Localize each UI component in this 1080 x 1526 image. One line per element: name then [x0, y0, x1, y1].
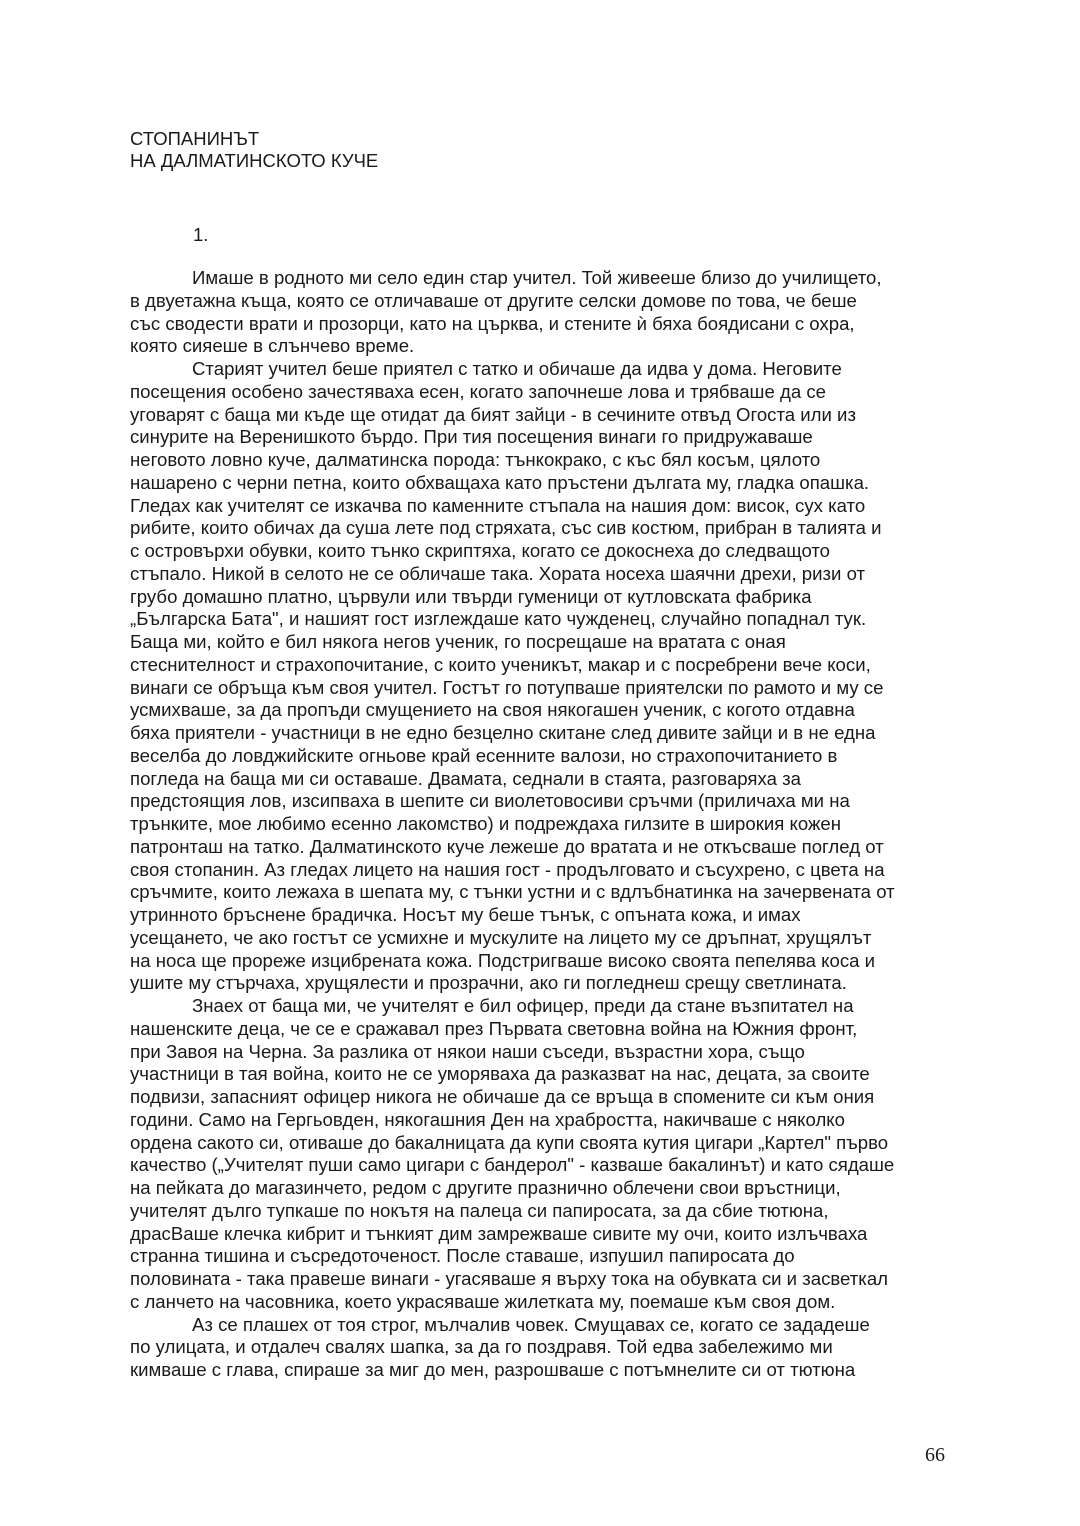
text-line: стеснителност и страхопочитание, с които ученикът, макар и с посребрени вече коси,	[130, 653, 871, 675]
text-line: трънките, мое любимо есенно лакомство) и подреждаха гилзите в широкия кожен	[130, 813, 842, 834]
text-line: патронташ на татко. Далматинското куче лежеше до вратата и не откъсваше поглед от	[130, 835, 884, 857]
text-line: синурите на Веренишкото бърдо. При тия посещения винаги го придружаваше	[130, 426, 813, 448]
text-line: грубо домашно платно, цървули или твърди гуменици от кутловската фабрика	[130, 585, 812, 607]
text-line: с ланчето на часовника, което украсяваше жилетката му, поемаше към своя дом.	[130, 1290, 836, 1312]
text-line: половината - така правеше винаги - угасяваше я върху тока на обувката си и засветкал	[130, 1268, 889, 1289]
text-line: качество („Учителят пуши само цигари с бандерол" - казваше бакалинът) и като сядаше	[130, 1154, 895, 1176]
text-line: утринното бръснене брадичка. Носът му беше тънък, с опъната кожа, и имах	[130, 904, 801, 925]
text-line: Имаше в родното ми село един стар учител. Той живееше близо до училището,	[192, 267, 882, 288]
text-line: на пейката до магазинчето, редом с другите празнично облечени свои връстници,	[130, 1177, 841, 1198]
text-line: винаги се обръща към своя учител. Гостът го потупваше приятелски по рамото и му се	[130, 676, 884, 698]
section-number: 1.	[193, 224, 209, 245]
text-line: по улицата, и отдалеч свалях шапка, за да го поздравя. Той едва забележимо ми	[130, 1336, 833, 1358]
text-line: с островърхи обувки, които тънко скриптяха, когато се докоснеха до следващото	[130, 540, 831, 561]
text-line: своя стопанин. Аз гледах лицето на нашия гост - продълговато и съсухрено, с цвета на	[130, 858, 885, 880]
text-line: странна тишина и съсредоточеност. После ставаше, изпушил папиросата до	[130, 1245, 795, 1267]
text-line: нашенските деца, че се е сражавал през Първата световна война на Южния фронт,	[130, 1017, 858, 1039]
text-line: подвизи, запасният офицер никога не обичаше да се връща в спомените си към ония	[130, 1086, 875, 1107]
text-line: веселба до ловджийските огньове край есенните валози, но страхопочитанието в	[130, 744, 838, 766]
text-line: учителят дълго тупкаше по нокътя на палеца си папиросата, за да сбие тютюна,	[130, 1199, 829, 1221]
text-line: бяха приятели - участници в не едно безцелно скитане след дивите зайци и в не една	[130, 722, 876, 743]
text-line: Старият учител беше приятел с татко и обичаше да идва у дома. Неговите	[192, 358, 842, 379]
body-text	[130, 267, 950, 1382]
text-line: усещането, че ако гостът се усмихне и мускулите на лицето му се дръпнат, хрущялът	[130, 926, 872, 948]
text-line: кимваше с глава, спираше за миг до мен, разрошваше с потъмнелите си от тютюна	[130, 1359, 856, 1380]
text-line: посещения особено зачестяваха есен, когато започнеше лова и трябваше да се	[130, 380, 826, 402]
text-line: стъпало. Никой в селото не се обличаше така. Хората носеха шаячни дрехи, ризи от	[130, 562, 866, 584]
text-line: ушите му стърчаха, хрущялести и прозрачни, ако ги погледнеш срещу светлината.	[130, 972, 847, 994]
chapter-title	[130, 128, 378, 172]
text-line: уговарят с баща ми къде ще отидат да бият зайци - в сечините отвъд Огоста или из	[130, 403, 856, 425]
text-line: нашарено с черни петна, които обхващаха като пръстени дългата му, гладка опашка.	[130, 471, 870, 493]
text-line: рибите, които обичах да суша лете под стряхата, със сив костюм, прибран в талията и	[130, 517, 882, 539]
chapter-title-line-1: СТОПАНИНЪТ	[130, 128, 260, 149]
text-line: Гледах как учителят се изкачва по каменните стъпала на нашия дом: висок, сух като	[130, 494, 866, 516]
page-number: 66	[925, 1444, 945, 1466]
text-line: неговото ловно куче, далматинска порода: тънкокрако, с къс бял косъм, цялото	[130, 449, 821, 470]
text-line: която сияеше в слънчево време.	[130, 335, 415, 357]
chapter-title-line-2: НА ДАЛМАТИНСКОТО КУЧЕ	[130, 150, 379, 171]
text-line: със сводести врати и прозорци, като на църква, и стените ѝ бяха боядисани с охра,	[130, 312, 855, 334]
text-line: Знаех от баща ми, че учителят е бил офицер, преди да стане възпитател на	[192, 995, 854, 1016]
text-line: сръчмите, които лежаха в шепата му, с тънки устни и с вдлъбнатинка на зачервената от	[130, 881, 895, 903]
text-line: Аз се плашех от тоя строг, мълчалив човек. Смущавах се, когато се зададеше	[192, 1313, 870, 1335]
text-line: Баща ми, който е бил някога негов ученик, го посрещаше на вратата с оная	[130, 631, 786, 652]
text-line: ордена сакото си, отиваше до бакалницата да купи своята кутия цигари „Картел" първо	[130, 1131, 889, 1153]
text-line: предстоящия лов, изсипваха в шепите си виолетовосиви сръчми (приличаха ми на	[130, 790, 850, 812]
text-line: години. Само на Гергьовден, някогашния Ден на храбростта, накичваше с няколко	[130, 1108, 845, 1130]
text-line: драсВаше клечка кибрит и тънкият дим замрежваше сивите му очи, които излъчваха	[130, 1222, 868, 1244]
text-line: усмихваше, за да пропъди смущението на своя някогашен ученик, с когото отдавна	[130, 699, 855, 721]
text-line: при Завоя на Черна. За разлика от някои наши съседи, възрастни хора, също	[130, 1040, 805, 1062]
text-line: на носа ще прореже изцибрената кожа. Подстригваше високо своята пепелява коса и	[130, 949, 876, 971]
text-line: в двуетажна къща, която се отличаваше от другите селски домове по това, че беше	[130, 289, 857, 311]
text-line: погледа на баща ми си оставаше. Двамата, седнали в стаята, разговаряха за	[130, 767, 801, 789]
text-line: „Българска Бата", и нашият гост изглеждаше като чужденец, случайно попаднал тук.	[130, 608, 867, 630]
text-line: участници в тая война, които не се уморяваха да разказват на нас, децата, за своите	[130, 1063, 870, 1085]
